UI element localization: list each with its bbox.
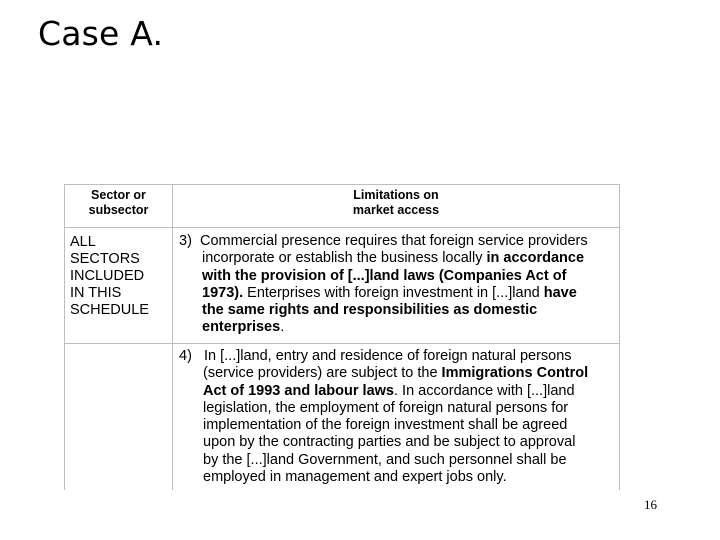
limitation-entry-4 [173, 343, 619, 490]
entry-text: incorporate or establish the business locally [202, 250, 487, 267]
entry-text: Enterprises with foreign investment in [...]land [243, 284, 544, 301]
sector-cell [65, 227, 173, 343]
entry-line: the same rights and responsibilities as domestic [202, 302, 538, 319]
entry-line: upon by the contracting parties and be subject to approval [203, 434, 576, 451]
entry-line: legislation, the employment of foreign natural persons for [203, 399, 569, 416]
entry-line [179, 383, 619, 400]
table-row [65, 227, 619, 344]
entry-line [179, 348, 619, 365]
table-row [65, 343, 619, 490]
entry-text-bold: in accordance [486, 250, 585, 267]
sector-line: SCHEDULE [70, 302, 149, 318]
entry-number: 3) [179, 233, 192, 249]
entry-line [179, 285, 619, 302]
entry-line [179, 250, 619, 267]
entry-line: implementation of the foreign investment shall be agreed [203, 417, 568, 434]
schedule-table [64, 184, 620, 490]
entry-text: (service providers) are subject to the [203, 365, 442, 382]
entry-line [179, 233, 619, 250]
limitation-entry-3 [173, 227, 619, 343]
header-limitations [173, 185, 619, 227]
header-limitations-line-2: market access [352, 203, 440, 217]
entry-line: with the provision of [...]land laws (Companies Act of [202, 267, 567, 284]
table-header-row [65, 185, 619, 228]
sector-line: ALL [70, 234, 96, 250]
sector-cell-empty [65, 343, 173, 490]
sector-line: SECTORS [70, 251, 140, 267]
entry-text: . In accordance with [...]land [393, 382, 575, 399]
header-limitations-line-1: Limitations on [353, 188, 439, 202]
entry-text: In [...]land, entry and residence of foreign natural persons [204, 348, 572, 364]
sector-line: INCLUDED [70, 268, 145, 284]
entry-line [179, 319, 619, 336]
header-sector-line-1: Sector or [91, 188, 146, 202]
page-number: 16 [644, 497, 657, 512]
entry-line: by the [...]land Government, and such personnel shall be [203, 451, 567, 468]
entry-text-bold: 1973). [202, 284, 244, 301]
entry-text-bold: Immigrations Control [441, 365, 589, 382]
entry-text: . [280, 319, 285, 336]
entry-text-bold: enterprises [202, 319, 281, 336]
header-sector-line-2: subsector [88, 203, 149, 217]
entry-line: employed in management and expert jobs only. [203, 469, 507, 486]
sector-line: IN THIS [70, 285, 122, 301]
entry-text-bold: Act of 1993 and labour laws [203, 382, 394, 399]
header-sector [65, 185, 173, 227]
entry-text-bold: have [543, 284, 577, 301]
entry-text: Commercial presence requires that foreign service providers [199, 233, 588, 249]
entry-number: 4) [179, 348, 192, 364]
slide-title: Case A. [38, 14, 164, 53]
entry-line [179, 365, 619, 382]
